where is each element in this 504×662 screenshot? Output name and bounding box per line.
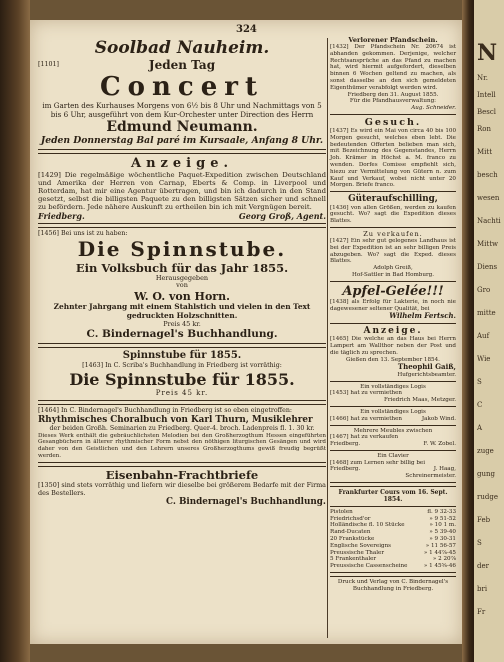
next-page-fragment: der xyxy=(477,562,489,570)
next-page-fragment: Intell xyxy=(477,91,496,99)
apfel-head: Apfel-Gelée!!! xyxy=(342,283,444,299)
eisenbahn-title: Eisenbahn-Frachtbriefe xyxy=(105,467,259,482)
next-page-fragment: Nachti xyxy=(477,217,501,225)
next-page-fragment: C xyxy=(477,401,483,409)
next-page-fragment: Wie xyxy=(477,355,491,363)
next-page-edge xyxy=(474,0,504,662)
clavier-role: Schreinermeister. xyxy=(405,473,456,480)
divider xyxy=(330,425,456,426)
clavier-head: Ein Clavier xyxy=(377,452,409,459)
anzeige-heading: Anzeige. xyxy=(130,155,234,171)
column-rule xyxy=(327,38,328,638)
divider xyxy=(38,462,326,467)
kurs-value: » 9 30-31 xyxy=(429,536,456,543)
spinnstube-ad-1 xyxy=(38,230,326,341)
kurs-head: Frankfurter Cours vom 16. Sept. 1854. xyxy=(338,489,448,504)
kurs-label: Friedrichsd'or xyxy=(330,515,371,522)
divider xyxy=(330,191,456,192)
page-number: 324 xyxy=(236,24,257,35)
logis2-head: Ein vollständiges Logis xyxy=(360,408,426,415)
divider xyxy=(330,406,456,407)
meubles-ad xyxy=(330,428,456,448)
next-page-fragment: Nr. xyxy=(477,74,488,82)
spinnstube-author: W. O. von Horn. xyxy=(134,289,230,303)
logis1-head: Ein vollständiges Logis xyxy=(360,383,426,390)
anzeige2-ad xyxy=(330,326,456,379)
left-column xyxy=(38,36,326,507)
next-page-fragment: besch xyxy=(477,171,498,179)
kurs-table-block xyxy=(330,489,456,593)
choralbuch-body: Dieses Werk enthält die gebräuchlichsten Melodien bei den Großherzogthum Hessen eingeführten Gesangbüchern in älterer rhythmischer Form nebst den nöthigen liturgischen Gesängen und wird daher von den Geistlichen und den Lehrern unseres Großherzogthums gewiß freudig begrüßt werden. xyxy=(38,432,326,460)
next-page-fragment: Ron xyxy=(477,125,491,133)
meubles-place: Friedberg. xyxy=(330,441,361,448)
divider xyxy=(330,482,456,487)
divider xyxy=(330,227,456,228)
kurs-row xyxy=(330,550,456,557)
soolbad-text: im Garten des Kurhauses Morgens von 6½ bis 8 Uhr und Nachmittags von 5 bis 6 Uhr, ausgeführt von dem Kur-Orchester unter Direction des Herrn xyxy=(42,101,322,119)
kurs-label: 20 Frankstücke xyxy=(330,536,375,543)
verloren-ad xyxy=(330,36,456,112)
kurs-value: fl. 9 32-33 xyxy=(427,508,456,515)
book-gutter xyxy=(462,0,474,662)
spinnstube-publisher: C. Bindernagel's Buchhandlung. xyxy=(86,328,278,341)
bal-pare-note: Jeden Donnerstag Bal paré im Kursaale, Anfang 8 Uhr. xyxy=(40,135,324,147)
spinnstube-intro: [1456] Bei uns ist zu haben: xyxy=(38,230,128,238)
next-page-fragment: Gro xyxy=(477,286,491,294)
clavier-name: J. Haag, xyxy=(433,466,456,473)
divider xyxy=(38,223,326,228)
divider xyxy=(330,572,456,577)
next-page-fragment: bri xyxy=(477,585,488,593)
next-page-fragment: Feb xyxy=(477,516,491,524)
next-page-fragment: gung xyxy=(477,470,495,478)
kurs-label: 5 Frankenthaler xyxy=(330,556,377,563)
kurs-label: Pistolen xyxy=(330,508,353,515)
anzeige2-text: [1465] Die welche an das Haus bei Herrn Lampert am Wallthor neben der Post und die täglich zu sprechen. xyxy=(330,336,456,356)
verkaufen-head: Zu verkaufen. xyxy=(363,229,423,238)
spinnstube-edition: Zehnter Jahrgang mit einem Stahlstich und vielen in den Text gedruckten Holzschnitten. xyxy=(53,301,311,320)
anzeige-place: Friedberg. xyxy=(38,211,85,222)
kurs-row xyxy=(330,516,456,523)
kurs-row xyxy=(330,556,456,563)
von-label: von xyxy=(176,281,188,290)
conductor-name: Edmund Neumann. xyxy=(106,119,258,136)
anzeige2-date: Gießen den 13. September 1854. xyxy=(346,356,440,363)
verloren-date: Friedberg den 31. August 1855. xyxy=(347,91,439,98)
divider xyxy=(38,343,326,348)
clavier-ad xyxy=(330,453,456,480)
kurs-row xyxy=(330,536,456,543)
spinnstube-title: Die Spinnstube. xyxy=(77,236,287,261)
eisenbahn-ad xyxy=(38,469,326,508)
gueter-head: Güteraufschilling, xyxy=(348,194,438,205)
logis1-text: [1453] hat zu vermiethen xyxy=(330,390,402,397)
kurs-row xyxy=(330,522,456,529)
verkaufen-text: [1427] Ein sehr gut gelegenes Landhaus ist bei der Expedition ist an sehr billigen Preis abzugeben. Wo? sagt die Exped. dieses Blattes. xyxy=(330,237,456,265)
meubles-head: Mehrere Meubles zwischen xyxy=(353,427,433,434)
kurs-value: » 10 1 m. xyxy=(429,522,456,529)
next-page-fragment: Fr xyxy=(477,608,486,616)
gesuch-ad xyxy=(330,117,456,189)
divider xyxy=(330,450,456,451)
gueter-text: [1436] von allen Größen, werden zu kaufen gesucht. Wo? sagt die Expedition dieses Blattes. xyxy=(330,204,456,225)
spinnstube2-text: [1463] In C. Scriba's Buchhandlung in Friedberg ist vorräthig: xyxy=(82,362,282,370)
clavier-place: Friedberg. xyxy=(330,466,361,473)
verloren-name: Aug. Schneider. xyxy=(411,105,456,112)
imprint: Druck und Verlag von C. Bindernagel's Buchhandlung in Friedberg. xyxy=(337,579,449,592)
anzeige-text: [1429] Die regelmäßige wöchentliche Paquet-Expedition zwischen Deutschland und Amerika der Herren von Carnap, Eberts & Comp. in Liverpool und Rotterdam, hat mir eine Agentur übertragen, und bin ich dadurch in den Stand gesetzt, selbst die billigsten Paquete zu den billigsten Sätzen sicher und schnell zu befördern. Jede nähere Auskunft zu ertheilen bin ich mit Vergnügen bereit. xyxy=(38,170,326,212)
kurs-row xyxy=(330,509,456,516)
next-page-fragment: Mittw xyxy=(477,240,499,248)
spinnstube-subtitle: Ein Volksbuch für das Jahr 1855. xyxy=(75,260,289,275)
kurs-value: » 9 51-52 xyxy=(429,515,456,522)
scan-border-left xyxy=(0,0,30,662)
anzeige2-name: Theophil Gaiß, xyxy=(397,362,456,372)
kurs-value: » 1 44⅞-45 xyxy=(423,549,456,556)
spinnstube2-title: Die Spinnstube für 1855. xyxy=(69,370,295,390)
kurs-row xyxy=(330,563,456,570)
choralbuch-title: Rhythmisches Choralbuch von Karl Thurn, Musiklehrer xyxy=(38,414,313,425)
verloren-text: [1432] Der Pfandschein Nr. 20674 ist abhanden gekommen. Derjenige, welcher Rechtsansprüche an das Pfand zu machen hat, wird hiermit aufgefordert, dieselben binnen 6 Wochen geltend zu machen, als sonst dasselbe an den sich gemeldeten Eigenthümer verabfolgt werden wird. xyxy=(330,44,456,91)
kurs-value: » 1 45⅜-46 xyxy=(423,563,456,570)
apfel-ad xyxy=(330,284,456,321)
next-page-fragment: Mitt xyxy=(477,148,493,156)
apfel-name: Wilhelm Fertsch. xyxy=(389,311,456,321)
next-page-fragment: A xyxy=(477,424,483,432)
kurs-value: » 11 56-57 xyxy=(425,542,456,549)
kurs-row xyxy=(330,543,456,550)
meubles-name: F. W. Zobel. xyxy=(423,441,456,448)
right-column xyxy=(330,36,456,593)
kurs-value: » 2 20⅞ xyxy=(432,556,456,563)
next-page-fragment: S xyxy=(477,539,482,547)
verkaufen-role: Hof-Sattler in Bad Homburg. xyxy=(352,271,434,278)
verloren-head: Verlorener Pfandschein. xyxy=(348,36,438,44)
kurs-row xyxy=(330,529,456,536)
divider xyxy=(330,381,456,382)
soolbad-title: Soolbad Nauheim. xyxy=(94,38,270,58)
choralbuch-intro: [1464] In C. Bindernagel's Buchhandlung in Friedberg ist so eben eingetroffen: xyxy=(38,407,293,415)
logis1-name: Friedrich Maas, Metzger. xyxy=(384,397,456,404)
soolbad-ad xyxy=(38,38,326,147)
eisenbahn-publisher: C. Bindernagel's Buchhandlung. xyxy=(166,497,326,508)
anzeige-signature: Georg Groß, Agent. xyxy=(238,211,326,222)
next-page-fragment: Auf xyxy=(477,332,490,340)
eisenbahn-text: [1350] sind stets vorräthig und liefern wir dieselbe bei größerem Bedarfe mit der Firma des Bestellers. xyxy=(38,480,326,497)
choralbuch-details: der beiden Großh. Seminarien zu Friedberg. Quer-4. broch. Ladenpreis fl. 1. 30 kr. xyxy=(49,425,315,433)
spinnstube2-price: Preis 45 kr. xyxy=(155,389,209,398)
verloren-signer: Für die Pfandhausverwaltung: xyxy=(349,98,437,105)
divider xyxy=(38,149,326,154)
next-page-fragment: zuge xyxy=(477,447,494,455)
concert-heading: Concert xyxy=(99,72,265,102)
logis-ad-2 xyxy=(330,409,456,423)
next-page-fragment: mitte xyxy=(477,309,496,317)
herausgegeben: Herausgegeben xyxy=(155,273,209,282)
next-page-fragment: Bescl xyxy=(477,108,497,116)
anzeige2-role: Hufgerichtsbeamter. xyxy=(397,371,456,378)
divider xyxy=(38,400,326,405)
gesuch-text: [1437] Es wird ein Mai von circa 40 bis 100 Morgen gesucht, welches eben lebt. Die bedeutenden Offerten belieben man sich, mit Bezeichnung des Gegenstandes, Herrn Joh. Krämer in Höchst a. M. franco zu wenden. Dorfes Comisse empfiehlt sich, hiezu zur Vermittelung von Gütern n. zum Kauf und Verkauf, wobei nicht unter 20 Morgen. Briefe franco. xyxy=(330,127,456,189)
divider xyxy=(330,281,456,282)
logis-ad-1 xyxy=(330,384,456,404)
next-page-fragment: S xyxy=(477,378,482,386)
kurs-label: Englische Sovereigns xyxy=(330,542,392,549)
kurs-table xyxy=(330,509,456,570)
next-page-fragment: rudge xyxy=(477,493,498,501)
clavier-text: [1468] zum Lernen sehr billig bei xyxy=(330,459,426,466)
choralbuch-ad xyxy=(38,407,326,460)
kurs-label: Preussische Thaler xyxy=(330,549,385,556)
gesuch-head: Gesuch. xyxy=(364,116,422,128)
anzeige-ad xyxy=(38,156,326,221)
verkaufen-ad xyxy=(330,230,456,279)
divider xyxy=(330,323,456,324)
anzeige2-head: Anzeige. xyxy=(363,325,423,336)
next-page-fragment: N xyxy=(477,40,498,66)
divider xyxy=(330,506,456,507)
kurs-value: » 5 39-40 xyxy=(429,529,456,536)
apfel-text: [1438] als Erfolg für Lakterie, in noch nie dagewesener seltener Qualität, bei xyxy=(330,298,456,312)
ad-ref: [1101] xyxy=(38,61,59,68)
spinnstube2-head: Spinnstube für 1855. xyxy=(122,350,242,362)
kurs-label: Holländische fl. 10 Stücke xyxy=(330,522,405,529)
soolbad-day: Jeden Tag xyxy=(148,58,216,72)
kurs-label: Preussische Cassenscheine xyxy=(330,563,408,570)
logis2-text: [1466] hat zu vermiethen xyxy=(330,415,402,422)
spinnstube-price: Preis 45 kr. xyxy=(163,320,201,329)
verkaufen-name: Adolph Greiß, xyxy=(373,265,413,272)
logis2-name: Jakob Wind. xyxy=(421,415,456,422)
spinnstube-ad-2 xyxy=(38,350,326,398)
next-page-fragment: wesen xyxy=(477,194,500,202)
meubles-text: [1467] hat zu verkaufen xyxy=(330,434,399,441)
next-page-fragment: Diens xyxy=(477,263,498,271)
kurs-label: Rand-Ducaten xyxy=(330,529,371,536)
gueter-ad xyxy=(330,194,456,225)
divider xyxy=(330,114,456,115)
